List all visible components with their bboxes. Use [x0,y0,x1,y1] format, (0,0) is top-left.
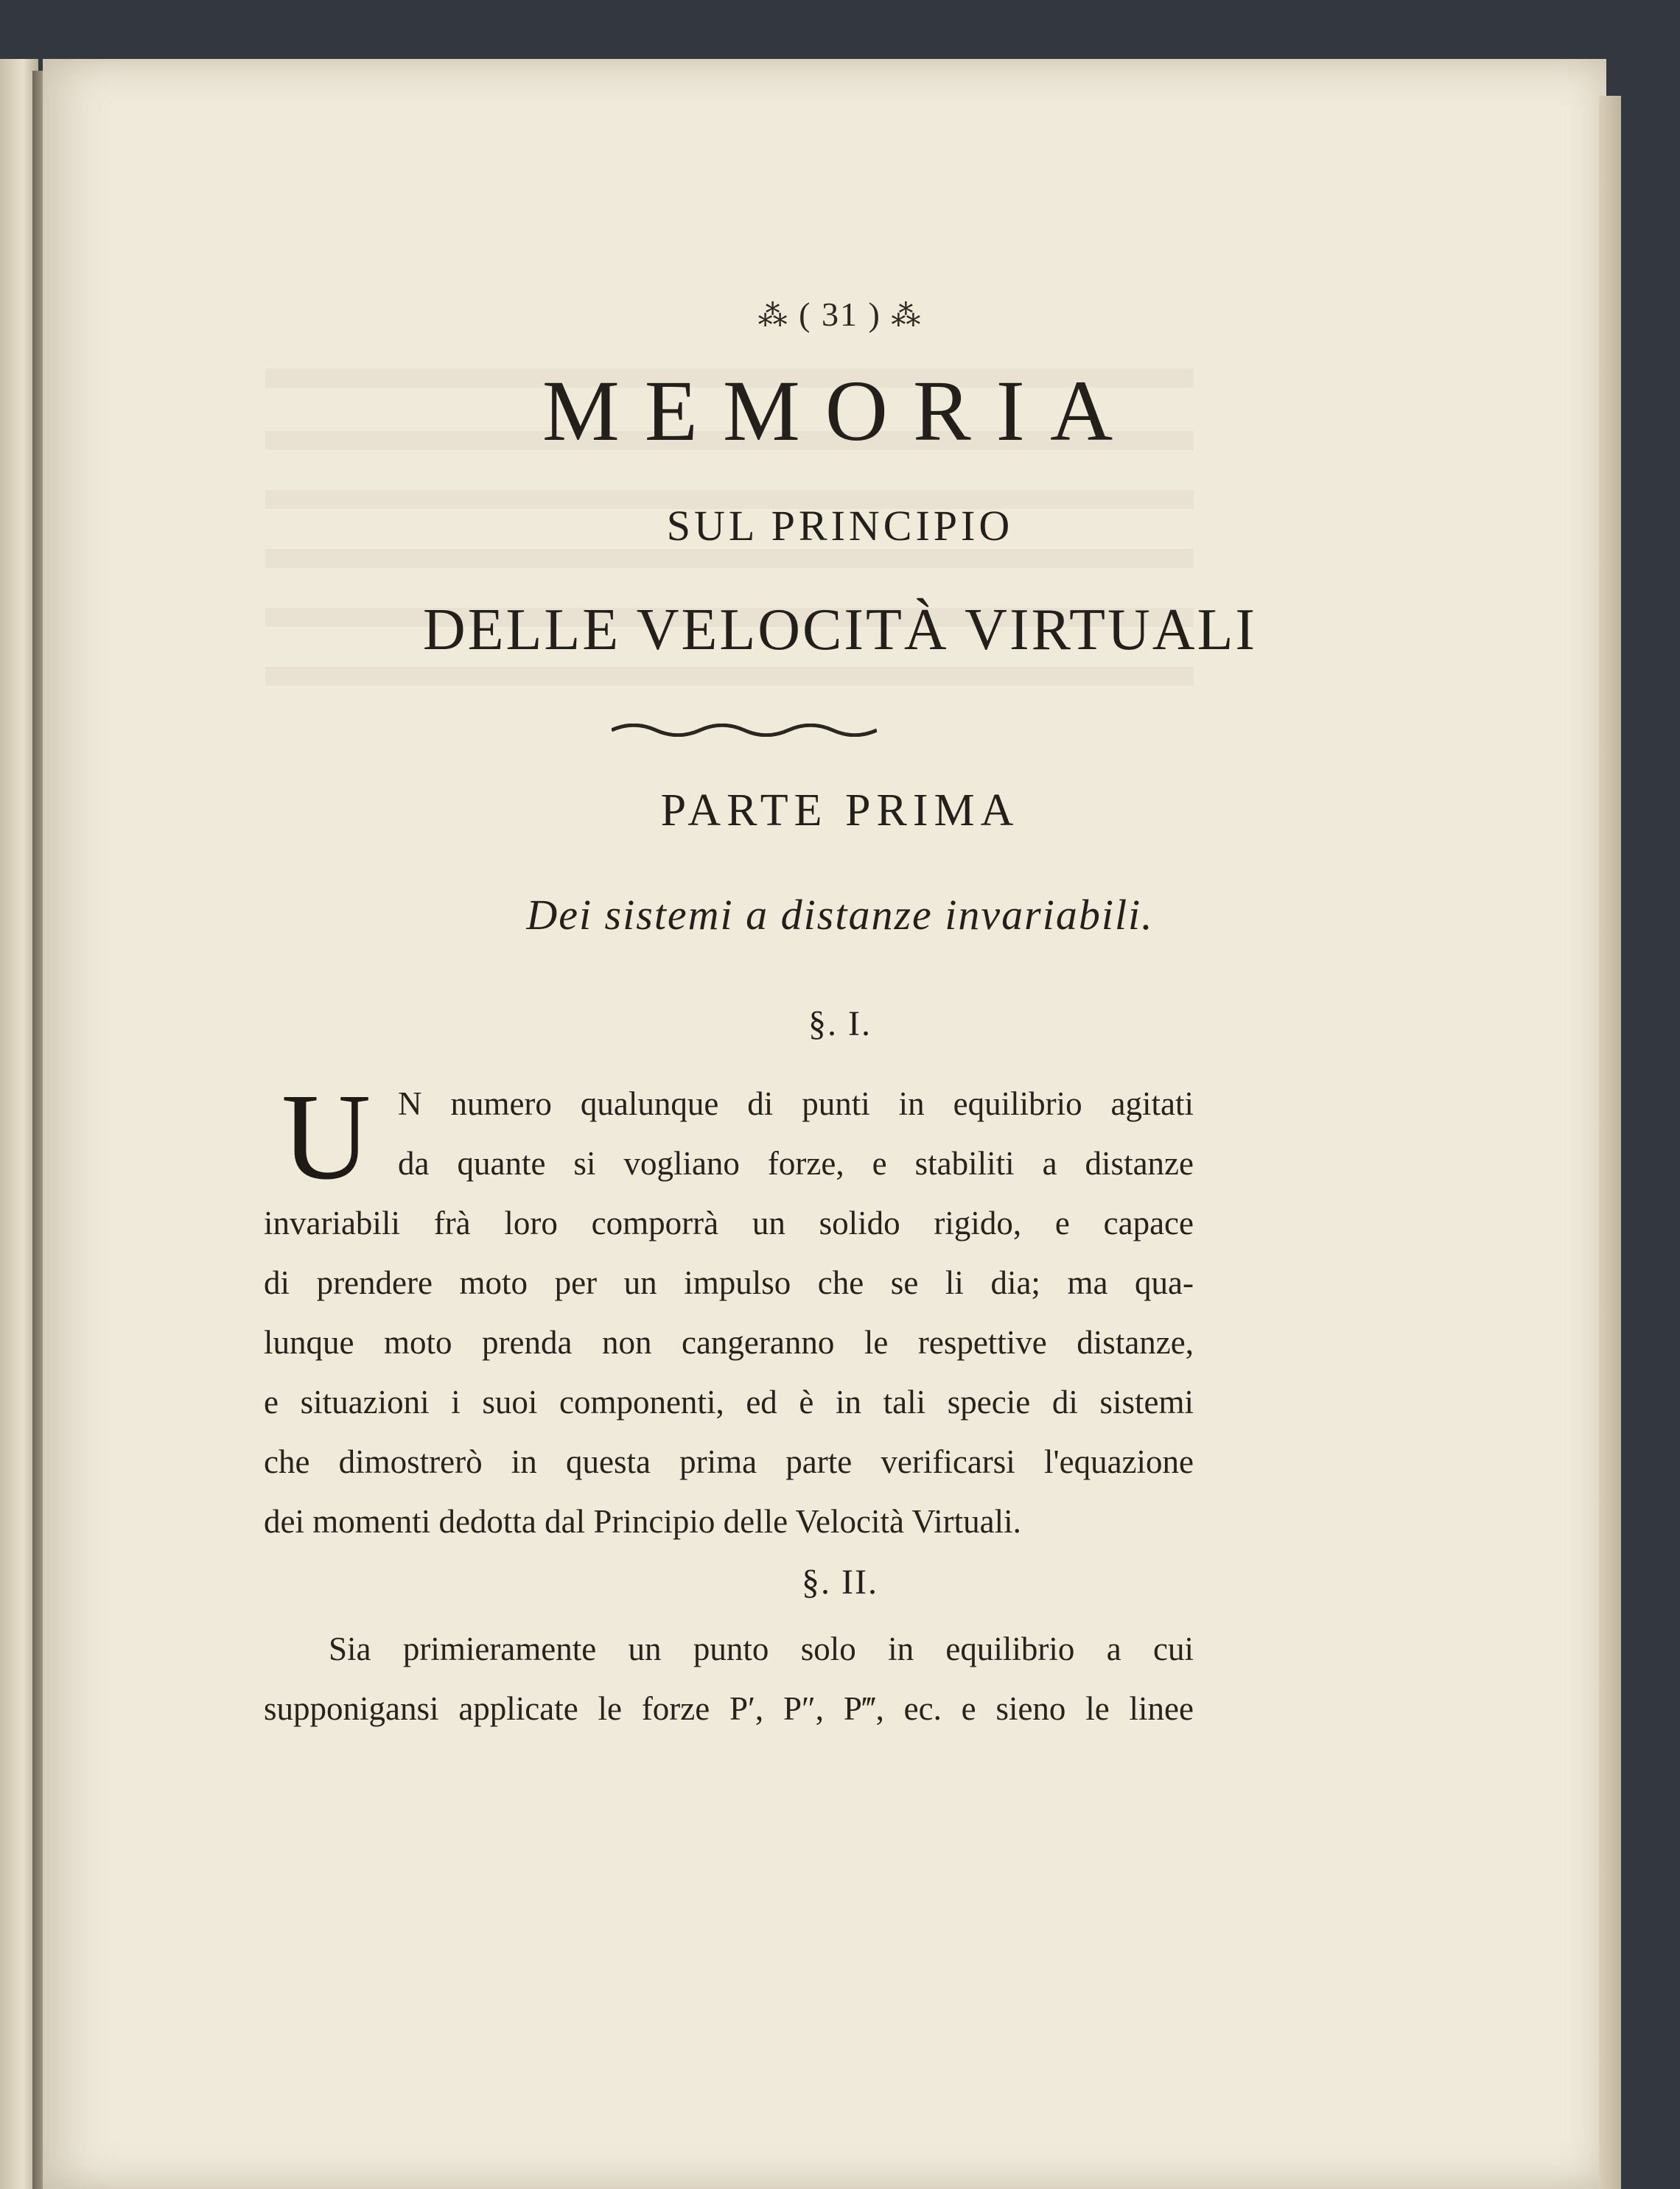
page-number: ( 31 ) [799,295,881,333]
text-line: invariabili frà loro comporrà un solido rigido, e capace [264,1205,1194,1241]
document-title: MEMORIA [542,363,1138,459]
text-line: da quante si vogliano forze, e stabiliti a distanze [398,1145,1194,1182]
subtitle-line-1: SUL PRINCIPIO [666,502,1014,550]
section-heading: Dei sistemi a distanze invariabili. [526,891,1154,939]
drop-cap: U [281,1068,371,1205]
part-heading: PARTE PRIMA [660,785,1020,836]
section-1-body [264,1194,1194,1552]
ornament-right-icon: ⁂ [891,299,923,332]
decorative-divider-icon [612,724,877,737]
text-line: supponigansi applicate le forze P′, P″, P‴, ec. e sieno le linee [264,1690,1194,1727]
text-line: Sia primieramente un punto solo in equilibrio a cui [329,1631,1194,1667]
subtitle-line-2: DELLE VELOCITÀ VIRTUALI [422,598,1258,662]
section-1-line [398,1074,1194,1194]
section-2-body [264,1619,1194,1739]
text-line: dei momenti dedotta dal Principio delle Velocità Virtuali. [264,1503,1021,1540]
text-line: N numero qualunque di punti in equilibrio agitati [398,1085,1194,1122]
bleed-through [265,549,1194,568]
ornament-left-icon: ⁂ [757,299,789,332]
bleed-through [265,667,1194,686]
section-1-mark: §. I. [808,1004,872,1043]
section-2-mark: §. II. [802,1563,878,1602]
text-line: che dimostrerò in questa prima parte verificarsi l'equazione [264,1443,1194,1480]
text-line: lunque moto prenda non cangeranno le respettive distanze, [264,1324,1194,1361]
text-line: e situazioni i suoi componenti, ed è in tali specie di sistemi [264,1384,1194,1421]
text-line: di prendere moto per un impulso che se li dia; ma qua- [264,1264,1194,1301]
page-header [0,295,1680,334]
